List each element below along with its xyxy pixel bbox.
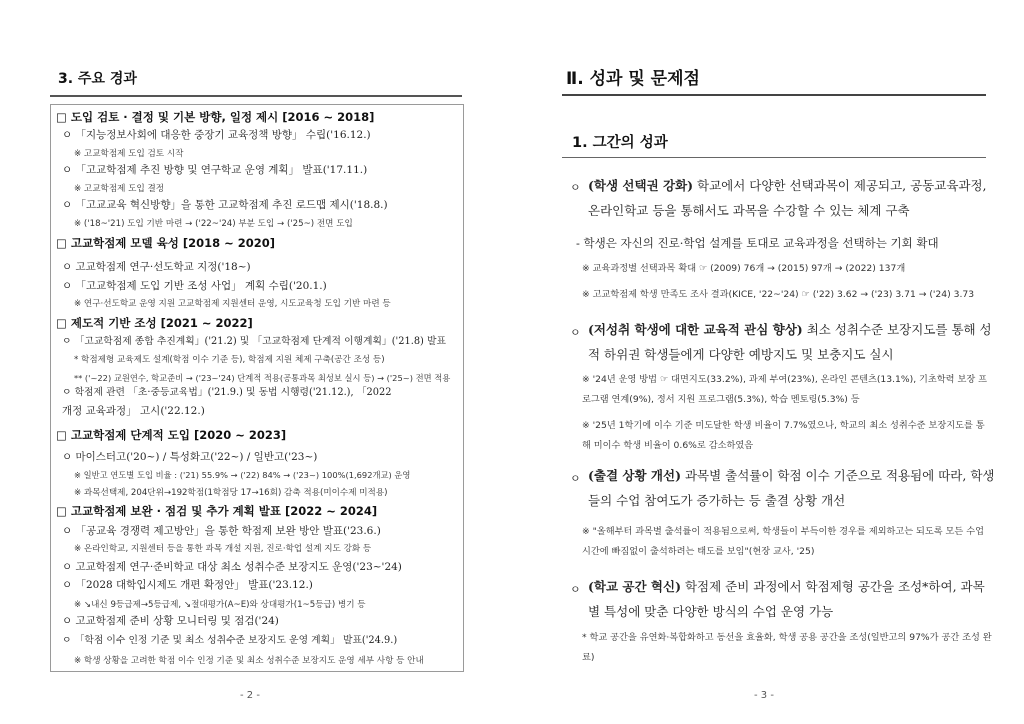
timeline-item: ㅇ 고교학점제 연구·선도학교 지정('18~) bbox=[62, 261, 251, 273]
timeline-note: ※ 연구·선도학교 운영 지원 고교학점제 지원센터 운영, 시도교육청 도입 기반 마련 등 bbox=[74, 299, 391, 309]
timeline-heading: □ 고교학점제 단계적 도입 [2020 ~ 2023] bbox=[56, 428, 287, 442]
item4-bullet: ㅇ bbox=[570, 583, 581, 596]
timeline-heading: □ 제도적 기반 조성 [2021 ~ 2022] bbox=[56, 316, 253, 330]
timeline-note: ※ 온라인학교, 지원센터 등을 통한 과목 개설 지원, 진로·학업 설계 지도 강화 등 bbox=[74, 544, 372, 554]
achievement-choice-label: (학생 선택권 강화) bbox=[588, 178, 694, 193]
timeline-note: ※ 일반고 연도별 도입 비율 : ('21) 55.9% → ('22) 84% → ('23~) 100%(1,692개교) 운영 bbox=[74, 470, 411, 480]
achievement-choice-text: 학교에서 다양한 선택과목이 제공되고, 공동교육과정, 온라인학교 등을 통해서도 과목을 수강할 수 있는 체계 구축 bbox=[588, 178, 987, 218]
timeline-heading: □ 고교학점제 보완 · 점검 및 추가 계획 발표 [2022 ~ 2024] bbox=[56, 504, 378, 518]
item2-bullet: ㅇ bbox=[570, 326, 581, 339]
left-page-number: - 2 - bbox=[240, 690, 260, 701]
note-teacher-quote: ※ "올해부터 과목별 출석률이 적용됨으로써, 학생들이 부득이한 경우를 제외하고는 되도록 모든 수업 시간에 빠짐없이 출석하려는 태도를 보임"(현장 교사, '25) bbox=[582, 526, 984, 557]
achievement-attendance-label: (출결 상황 개선) bbox=[588, 468, 681, 483]
timeline-heading: □ 고교학점제 모델 육성 [2018 ~ 2020] bbox=[56, 236, 276, 250]
note-space: * 학교 공간을 유연화·복합화하고 동선을 효율화, 학생 공용 공간을 조성(일반고의 97%가 공간 조성 완료) bbox=[582, 632, 992, 663]
timeline-item: ㅇ 「고교학점제 종합 추진계획」('21.2) 및 「고교학점제 단계적 이행계획」('21.8) 발표 bbox=[62, 336, 446, 347]
timeline-item: ㅇ 「지능정보사회에 대응한 중장기 교육정책 방향」 수립('16.12.) bbox=[62, 129, 371, 141]
timeline-note: ** ('~22) 교원연수, 학교준비 → ('23~'24) 단계적 적용(공통과목 최성보 실시 등) → ('25~) 전면 적용 bbox=[74, 373, 451, 383]
item1-bullet: ㅇ bbox=[570, 181, 581, 194]
timeline-note: ※ ('18~'21) 도입 기반 마련 → ('22~'24) 부분 도입 → ('25~) 전면 도입 bbox=[74, 219, 353, 229]
timeline-item: ㅇ 「고교학점제 추진 방향 및 연구학교 운영 계획」 발표('17.11.) bbox=[62, 164, 368, 176]
item3-bullet: ㅇ bbox=[570, 472, 581, 485]
achievement-choice bbox=[588, 173, 996, 223]
timeline-item: 개정 교육과정」 고시('22.12.) bbox=[62, 405, 205, 417]
note-satisfaction: ※ 고교학점제 학생 만족도 조사 결과(KICE, '22~'24) ☞ ('22) 3.62 → ('23) 3.71 → ('24) 3.73 bbox=[582, 289, 975, 300]
achievement-attendance bbox=[588, 463, 996, 513]
timeline-item: ㅇ 「공교육 경쟁력 제고방안」을 통한 학점제 보완 방안 발표('23.6.) bbox=[62, 525, 381, 537]
timeline-note: ※ 학생 상황을 고려한 학점 이수 인정 기준 및 최소 성취수준 보장지도 운영 세부 사항 등 안내 bbox=[74, 656, 424, 666]
note-methods: ※ '24년 운영 방법 ☞ 대면지도(33.2%), 과제 부여(23%), 온라인 콘텐츠(13.1%), 기초학력 보장 프로그램 연계(9%), 정서 지원 프로그램(5.3%), 학습 멘토링(5.3%) 등 bbox=[582, 374, 988, 405]
timeline-item: ㅇ 「학점 이수 인정 기준 및 최소 성취수준 보장지도 운영 계획」 발표('24.9.) bbox=[62, 635, 398, 646]
timeline-note: ※ 고교학점제 도입 검토 시작 bbox=[74, 149, 184, 159]
timeline-note: * 학점제형 교육제도 설계(학점 이수 기준 등), 학점제 지원 체제 구축(공간 조성 등) bbox=[74, 355, 385, 365]
achievement-choice-sub: - 학생은 자신의 진로·학업 설계를 토대로 교육과정을 선택하는 기회 확대 bbox=[576, 236, 939, 250]
timeline-note: ※ ↘내신 9등급제→5등급제, ↘절대평가(A~E)와 상대평가(1~5등급) 병기 등 bbox=[74, 600, 366, 610]
section-rule bbox=[562, 157, 986, 158]
chapter-title: Ⅱ. 성과 및 문제점 bbox=[566, 69, 700, 89]
section-title: 1. 그간의 성과 bbox=[572, 135, 668, 151]
achievement-low-achievers-text: 최소 성취수준 보장지도를 통해 성적 하위권 학생들에게 다양한 예방지도 및 보충지도 실시 bbox=[588, 322, 992, 362]
achievement-attendance-text: 과목별 출석률이 학점 이수 기준으로 적용됨에 따라, 학생들의 수업 참여도가 증가하는 등 출결 상황 개선 bbox=[588, 468, 995, 508]
timeline-heading: □ 도입 검토 · 결정 및 기본 방향, 일정 제시 [2016 ~ 2018] bbox=[56, 110, 375, 124]
achievement-space bbox=[588, 574, 996, 624]
timeline-item: ㅇ 「2028 대학입시제도 개편 확정안」 발표('23.12.) bbox=[62, 579, 313, 591]
left-title-rule bbox=[50, 95, 462, 97]
timeline-item: ㅇ 고교학점제 연구·준비학교 대상 최소 성취수준 보장지도 운영('23~'24) bbox=[62, 561, 402, 573]
achievement-space-text: 학점제 준비 과정에서 학점제형 공간을 조성*하여, 과목별 특성에 맞춘 다양한 방식의 수업 운영 가능 bbox=[588, 579, 985, 619]
achievement-low-achievers bbox=[588, 317, 996, 367]
note-completion-rate: ※ '25년 1학기에 이수 기준 미도달한 학생 비율이 7.7%였으나, 학교의 최소 성취수준 보장지도를 통해 미이수 학생 비율이 0.6%로 감소하였음 bbox=[582, 420, 985, 451]
timeline-item: ㅇ 학점제 관련 「초·중등교육법」('21.9.) 및 동법 시행령('21.12.), 「2022 bbox=[62, 387, 392, 398]
timeline-item: ㅇ 마이스터고('20~) / 특성화고('22~) / 일반고('23~) bbox=[62, 451, 318, 463]
right-page-number: - 3 - bbox=[754, 690, 774, 701]
left-section-title: 3. 주요 경과 bbox=[58, 71, 137, 87]
timeline-item: ㅇ 고교학점제 준비 상황 모니터링 및 점검('24) bbox=[62, 615, 279, 627]
timeline-note: ※ 고교학점제 도입 결정 bbox=[74, 184, 165, 194]
timeline-note: ※ 과목선택제, 204단위→192학점(1학점당 17→16회) 감축 적용(미이수제 미적용) bbox=[74, 488, 388, 498]
chapter-rule bbox=[562, 94, 986, 96]
right-page bbox=[512, 0, 1024, 724]
timeline-item: ㅇ 「고교교육 혁신방향」을 통한 고교학점제 추진 로드맵 제시('18.8.) bbox=[62, 199, 388, 211]
timeline-item: ㅇ 「고교학점제 도입 기반 조성 사업」 계획 수립('20.1.) bbox=[62, 280, 327, 292]
achievement-low-achievers-label: (저성취 학생에 대한 교육적 관심 향상) bbox=[588, 322, 803, 337]
achievement-space-label: (학교 공간 혁신) bbox=[588, 579, 681, 594]
note-elective-count: ※ 교육과정별 선택과목 확대 ☞ (2009) 76개 → (2015) 97개 → (2022) 137개 bbox=[582, 263, 906, 274]
